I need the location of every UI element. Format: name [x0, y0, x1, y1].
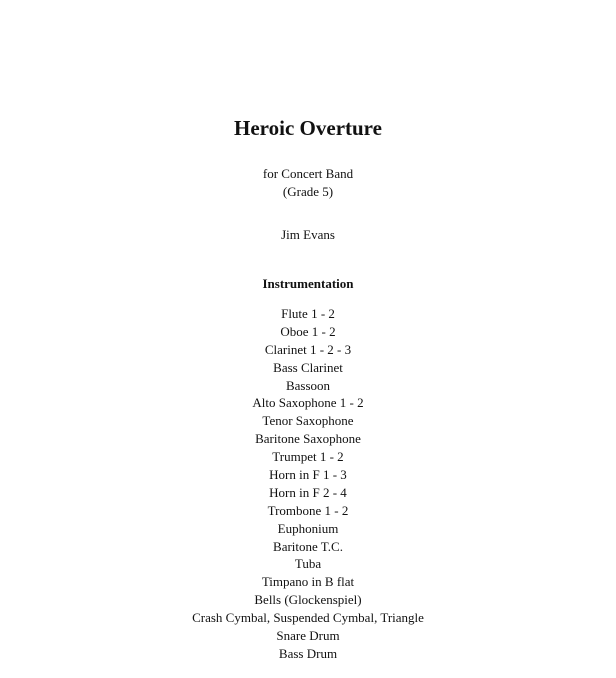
instrument-item: Tenor Saxophone	[262, 413, 354, 429]
instrument-item: Clarinet 1 - 2 - 3	[264, 341, 352, 357]
instrument-item: Timpano in B flat	[261, 574, 355, 590]
instrument-item: Alto Saxophone 1 - 2	[252, 395, 364, 411]
instrument-item: Snare Drum	[276, 628, 340, 644]
instrument-item: Trombone 1 - 2	[267, 502, 349, 518]
instrument-item: Trumpet 1 - 2	[272, 449, 344, 465]
instrument-item: Bass Drum	[278, 645, 338, 661]
grade-line: (Grade 5)	[282, 184, 334, 199]
instrument-item: Horn in F 1 - 3	[269, 467, 347, 483]
instrument-item: Bells (Glockenspiel)	[254, 592, 362, 608]
instrumentation-heading: Instrumentation	[262, 276, 354, 291]
instrument-item: Euphonium	[277, 520, 339, 536]
instrument-item: Oboe 1 - 2	[280, 323, 336, 339]
instrument-item: Crash Cymbal, Suspended Cymbal, Triangle	[192, 610, 424, 626]
instrument-item: Bass Clarinet	[273, 359, 343, 375]
piece-title: Heroic Overture	[234, 116, 382, 140]
instrument-item: Baritone Saxophone	[255, 431, 361, 447]
instrument-item: Tuba	[294, 556, 322, 572]
instrument-item: Horn in F 2 - 4	[269, 484, 347, 500]
instrument-item: Flute 1 - 2	[281, 306, 335, 321]
composer-name: Jim Evans	[281, 227, 335, 242]
instrument-item: Bassoon	[285, 377, 331, 393]
instrument-item: Baritone T.C.	[273, 538, 343, 554]
ensemble-line: for Concert Band	[262, 166, 354, 181]
instrument-list	[0, 305, 616, 663]
